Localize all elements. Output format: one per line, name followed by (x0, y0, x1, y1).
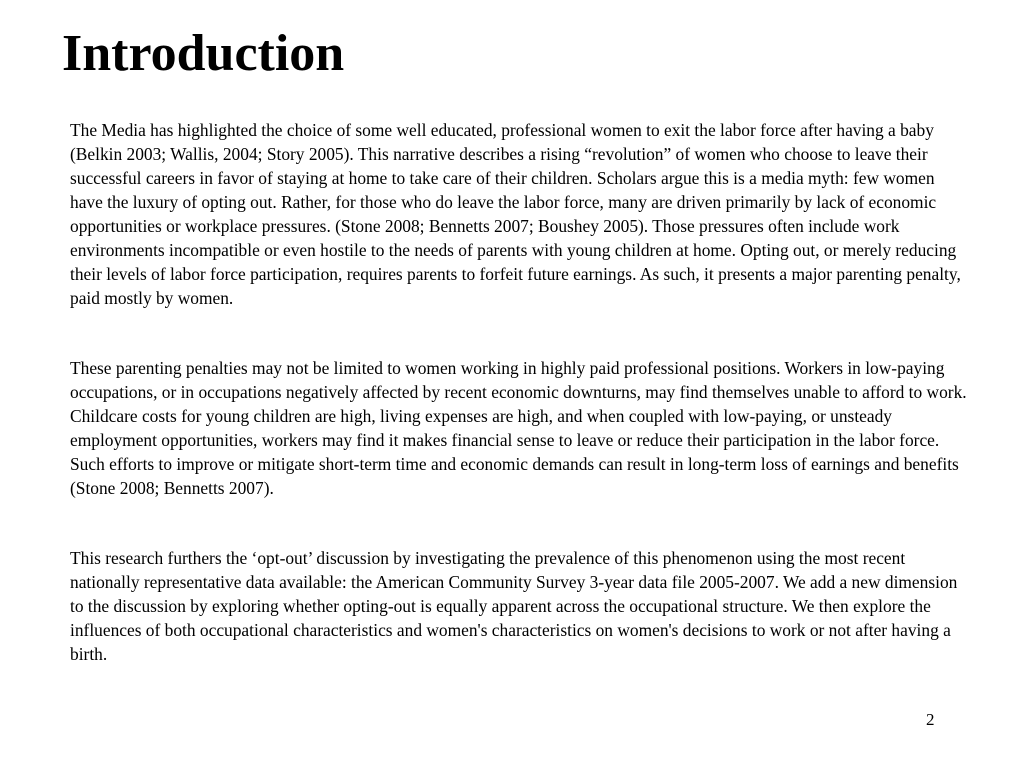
paragraph-research-contribution: This research furthers the ‘opt-out’ discussion by investigating the prevalence of this phenomenon using the most recent nationally representative data available: the American Community Survey 3-year data file 2005-2007. We add a new dimension to the discussion by exploring whether opting-out is equally apparent across the occupational structure. We then explore the influences of both occupational characteristics and women's characteristics on women's decisions to work or not after having a birth. (70, 548, 958, 664)
page-number: 2 (926, 710, 935, 729)
slide-title: Introduction (62, 25, 345, 82)
slide-body (70, 118, 970, 666)
paragraph-parenting-penalties: These parenting penalties may not be limited to women working in highly paid professional positions. Workers in low-paying occupations, or in occupations negatively affected by recent economic downturns, may find themselves unable to afford to work. Childcare costs for young children are high, living expenses are high, and when coupled with low-paying, or unsteady employment opportunities, workers may find it makes financial sense to leave or reduce their participation in the labor force. Such efforts to improve or mitigate short-term time and economic demands can result in long-term loss of earnings and benefits (Stone 2008; Bennetts 2007). (70, 358, 967, 498)
paragraph-opt-out-narrative: The Media has highlighted the choice of some well educated, professional women to exit the labor force after having a baby (Belkin 2003; Wallis, 2004; Story 2005). This narrative describes a rising “revolution” of women who choose to leave their successful careers in favor of staying at home to take care of their children. Scholars argue this is a media myth: few women have the luxury of opting out. Rather, for those who do leave the labor force, many are driven primarily by lack of economic opportunities or workplace pressures. (Stone 2008; Bennetts 2007; Boushey 2005). Those pressures often include work environments incompatible or even hostile to the needs of parents with young children at home. Opting out, or merely reducing their levels of labor force participation, requires parents to forfeit future earnings. As such, it presents a major parenting penalty, paid mostly by women. (70, 120, 961, 308)
